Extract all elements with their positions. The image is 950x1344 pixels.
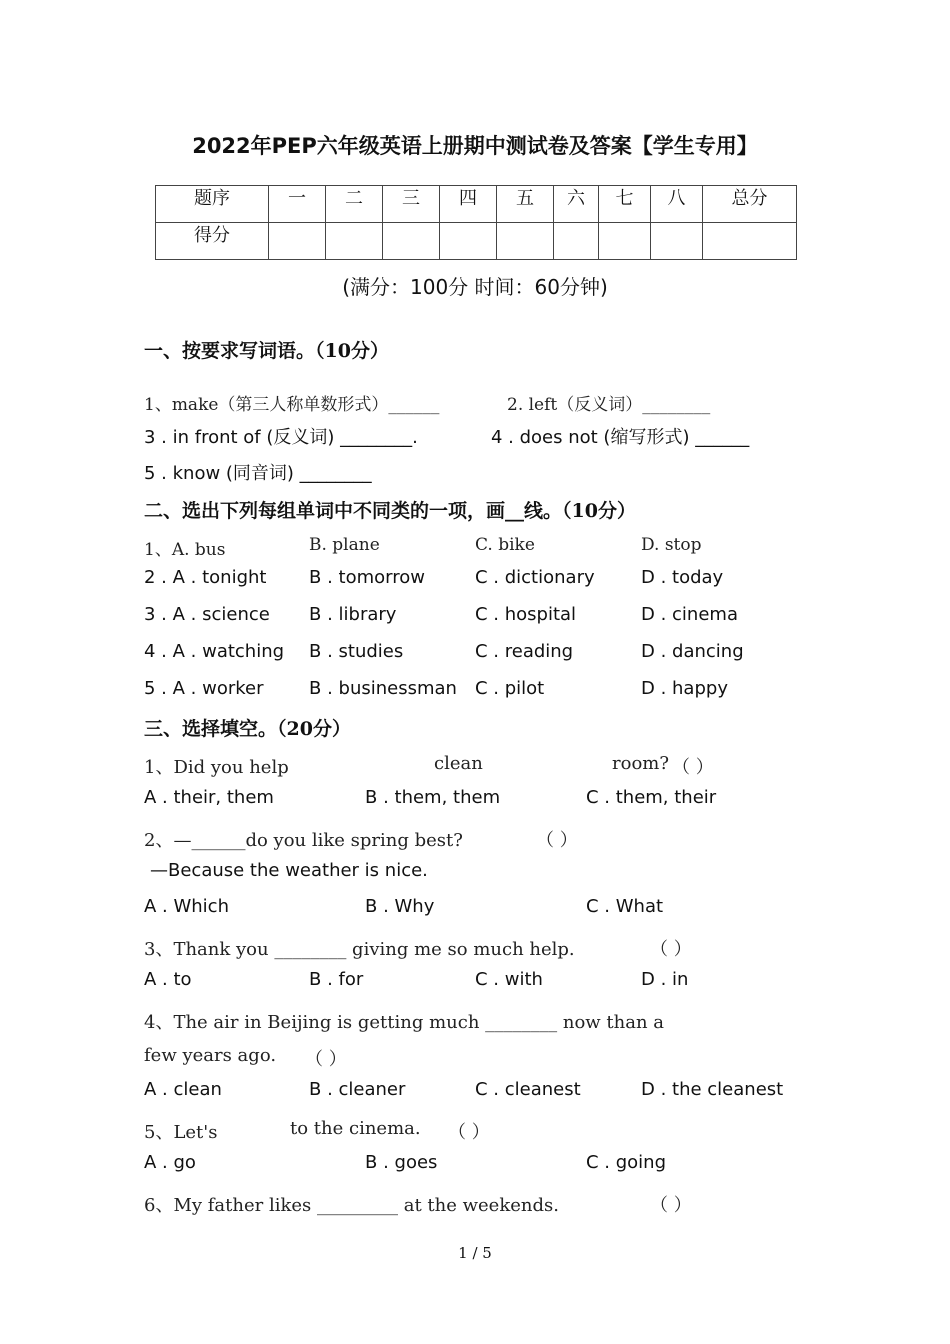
section3-q4-option-c: C . cleanest — [475, 1079, 581, 1100]
section2-option: 2 . A . tonight — [144, 567, 267, 588]
section3-q2-option-b: B . Why — [365, 896, 435, 917]
page-title: 2022年PEP六年级英语上册期中测试卷及答案【学生专用】 — [192, 134, 758, 158]
score-table-header-cell: 八 — [651, 186, 703, 223]
section3-q2-option-a: A . Which — [144, 896, 229, 917]
section2-option: C. bike — [475, 535, 535, 555]
section2-option: 4 . A . watching — [144, 641, 285, 662]
section3-q4-line1: 4、The air in Beijing is getting much ________ now than a — [144, 1012, 665, 1033]
answer-paren[interactable]: （ ） — [536, 830, 578, 851]
score-cell[interactable] — [269, 223, 326, 260]
section3-q1-option-a: A . their, them — [144, 787, 274, 808]
score-cell[interactable] — [703, 223, 797, 260]
score-table — [155, 185, 797, 260]
section1-heading: 一、按要求写词语。（10分） — [144, 340, 389, 362]
section2-option: D . happy — [641, 678, 728, 699]
section3-q6-text: 6、My father likes _________ at the weekends. — [144, 1195, 559, 1216]
score-table-header-cell: 总分 — [703, 186, 797, 223]
score-table-header-cell: 五 — [497, 186, 554, 223]
section2-option: C . dictionary — [475, 567, 595, 588]
score-table-header-cell: 四 — [440, 186, 497, 223]
score-row-label: 得分 — [156, 223, 269, 260]
section2-option: B . businessman — [309, 678, 457, 699]
score-cell[interactable] — [554, 223, 599, 260]
score-cell[interactable] — [326, 223, 383, 260]
section3-q3-option-c: C . with — [475, 969, 543, 990]
section3-q1-option-c: C . them, their — [586, 787, 717, 808]
score-cell[interactable] — [440, 223, 497, 260]
score-table-header-cell: 三 — [383, 186, 440, 223]
section2-option: C . hospital — [475, 604, 577, 625]
answer-paren[interactable]: （ ） — [672, 757, 714, 778]
section2-option: B . studies — [309, 641, 404, 662]
answer-paren[interactable]: （ ） — [650, 1195, 692, 1216]
section3-q3-option-a: A . to — [144, 969, 192, 990]
section3-q4-option-d: D . the cleanest — [641, 1079, 784, 1100]
section3-q5-part2: to the cinema. — [290, 1118, 421, 1139]
section1-q4: 4 . does not (缩写形式) ______ — [491, 427, 750, 448]
section3-q4-line2: few years ago. — [144, 1045, 277, 1066]
section3-q1-part2: clean — [434, 753, 483, 774]
section2-option: C . pilot — [475, 678, 545, 699]
section2-option: B . library — [309, 604, 397, 625]
section3-q3-option-d: D . in — [641, 969, 689, 990]
section2-heading: 二、选出下列每组单词中不同类的一项，画__线。（10分） — [144, 500, 636, 522]
score-table-header-cell: 题序 — [156, 186, 269, 223]
section3-q2-text: 2、—______do you like spring best? — [144, 830, 463, 851]
score-cell[interactable] — [651, 223, 703, 260]
section2-option: D. stop — [641, 535, 702, 555]
score-table-header-row — [156, 186, 797, 223]
section2-option: B . tomorrow — [309, 567, 425, 588]
section3-q5-part1: 5、Let's — [144, 1122, 218, 1143]
section3-q3-text: 3、Thank you ________ giving me so much help. — [144, 939, 575, 960]
section3-q1-part3: room? — [612, 753, 669, 774]
score-table-header-cell: 二 — [326, 186, 383, 223]
section3-q5-option-c: C . going — [586, 1152, 667, 1173]
score-cell[interactable] — [599, 223, 651, 260]
score-cell[interactable] — [497, 223, 554, 260]
section3-q2-option-c: C . What — [586, 896, 664, 917]
section3-q5-option-b: B . goes — [365, 1152, 438, 1173]
section3-heading: 三、选择填空。（20分） — [144, 718, 351, 740]
section1-q3: 3 . in front of (反义词) ________. — [144, 427, 418, 448]
section1-q2: 2. left（反义词）________ — [507, 395, 711, 415]
section2-option: 1、A. bus — [144, 540, 226, 560]
section2-option: D . cinema — [641, 604, 738, 625]
section3-q4-option-a: A . clean — [144, 1079, 222, 1100]
section2-option: 3 . A . science — [144, 604, 270, 625]
section3-q1-option-b: B . them, them — [365, 787, 501, 808]
page-number: 1 / 5 — [458, 1244, 492, 1262]
section3-q1-part1: 1、Did you help — [144, 757, 289, 778]
answer-paren[interactable]: （ ） — [305, 1049, 347, 1070]
section1-q1: 1、make（第三人称单数形式）______ — [144, 395, 440, 415]
section3-q5-option-a: A . go — [144, 1152, 196, 1173]
section1-q5: 5 . know (同音词) ________ — [144, 463, 372, 484]
answer-paren[interactable]: （ ） — [448, 1122, 490, 1143]
exam-info: (满分：100分 时间：60分钟) — [342, 275, 608, 299]
section2-option: B. plane — [309, 535, 380, 555]
score-table-header-cell: 七 — [599, 186, 651, 223]
section3-q2-line2: —Because the weather is nice. — [150, 860, 428, 881]
score-table-header-cell: 六 — [554, 186, 599, 223]
score-table-header-cell: 一 — [269, 186, 326, 223]
section3-q4-option-b: B . cleaner — [309, 1079, 406, 1100]
score-cell[interactable] — [383, 223, 440, 260]
section2-option: D . today — [641, 567, 724, 588]
section2-option: 5 . A . worker — [144, 678, 264, 699]
section2-option: D . dancing — [641, 641, 744, 662]
score-table-score-row — [156, 223, 797, 260]
answer-paren[interactable]: （ ） — [650, 939, 692, 960]
section3-q3-option-b: B . for — [309, 969, 364, 990]
section2-option: C . reading — [475, 641, 574, 662]
